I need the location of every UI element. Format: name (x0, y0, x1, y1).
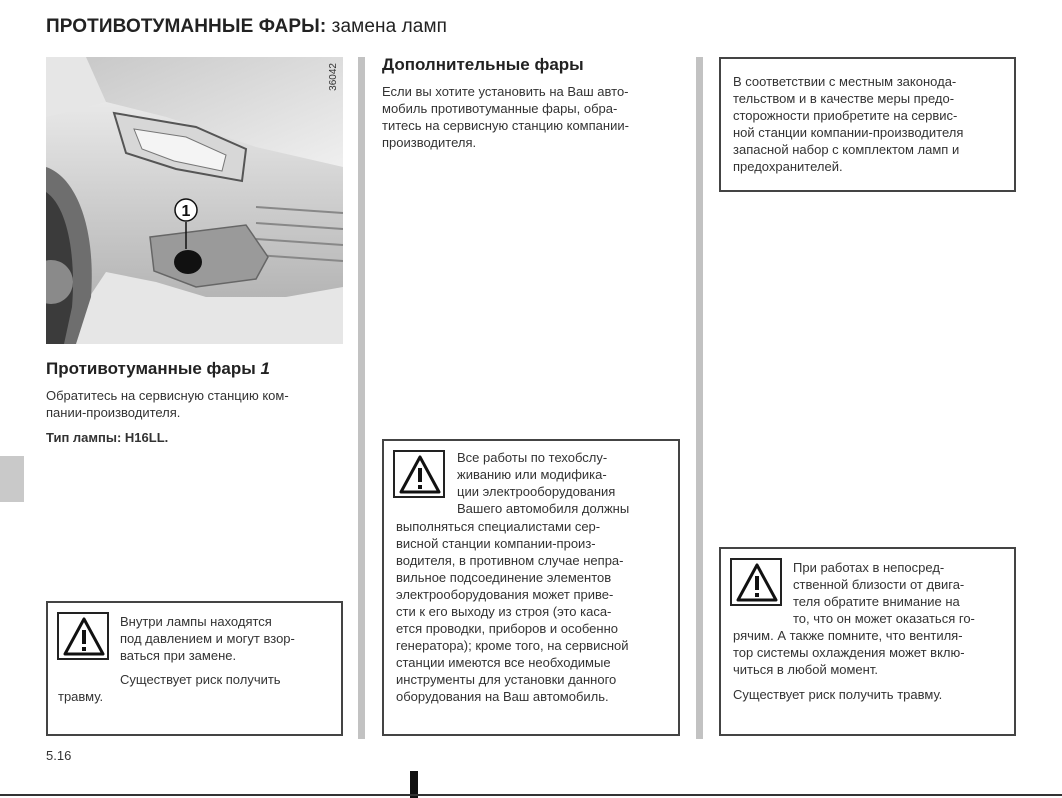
fog-lights-text: Обратитесь на сервисную станцию ком- пании-производителя. (46, 388, 289, 420)
middle-warning-rest: выполняться специалистами сер- висной станции компании-произ- водителя, в противном случае непра- вильное подсоединение элементов электрооборудования может приве- сти к его выходу из строя (это каса- ется проводки, приборов и особенно генератора); кроме того, на сервисной станции имеются все необходимые инструменты для установки данного оборудования на Ваш автомобиль. (396, 519, 629, 704)
warning-icon-middle (393, 450, 445, 498)
left-warning-risk1: Существует риск получить (120, 672, 281, 687)
warning-triangle-icon (62, 616, 106, 658)
right-warning-intro: При работах в непосред- ственной близости от двига- теля обратите внимание на то, что он может оказаться го- (793, 560, 975, 626)
left-warning-line2: под давлением и могут взор- (120, 631, 295, 646)
additional-lights-text: Если вы хотите установить на Ваш авто- мобиль противотуманные фары, обра- титесь на сервисную станцию компании- производителя. (382, 84, 629, 150)
left-warning-line3: ваться при замене. (120, 648, 237, 663)
page-title (46, 16, 447, 38)
warning-triangle-icon (398, 454, 442, 496)
right-note-box (719, 57, 1016, 192)
figure-id: 36042 (328, 63, 339, 91)
warning-triangle-icon (735, 562, 779, 604)
page-title-main: ПРОТИВОТУМАННЫЕ ФАРЫ: (46, 16, 327, 37)
column-divider-right (696, 57, 703, 739)
left-warning-line1: Внутри лампы находятся (120, 614, 272, 629)
additional-lights-heading: Дополнительные фары (382, 55, 584, 74)
column-divider-left (358, 57, 365, 739)
figure-callout-1: 1 (181, 203, 191, 220)
car-front-drawing (46, 57, 343, 344)
page-title-sub: замена ламп (331, 16, 448, 37)
section-tab (0, 456, 24, 502)
page-number: 5.16 (46, 748, 72, 763)
right-warning-rest: рячим. А также помните, что вентиля- тор системы охлаждения может вклю- читься в любой момент. (733, 628, 965, 677)
left-warning-risk2: травму. (58, 689, 104, 704)
fog-lights-heading (46, 359, 270, 379)
right-note-text: В соответствии с местным законода- тельством и в качестве меры предо- сторожности приобретите на сервис- ной станции компании-производителя запасной набор с комплектом ламп и предохранителей. (733, 74, 964, 174)
bottom-rule (0, 794, 1062, 796)
left-warning-box (46, 601, 343, 736)
warning-icon (57, 612, 109, 660)
middle-warning-box (382, 439, 680, 736)
warning-icon-right (730, 558, 782, 606)
right-warning-box (719, 547, 1016, 736)
fog-lights-heading-text: Противотуманные фары (46, 359, 256, 378)
fog-lights-heading-number: 1 (260, 359, 270, 378)
right-warning-risk: Существует риск получить травму. (733, 687, 943, 702)
middle-warning-intro: Все работы по техобслу- живанию или модифика- ции электрооборудования Вашего автомобиля должны (457, 450, 630, 516)
car-front-illustration (46, 57, 343, 344)
lamp-type: Тип лампы: H16LL. (46, 430, 169, 445)
